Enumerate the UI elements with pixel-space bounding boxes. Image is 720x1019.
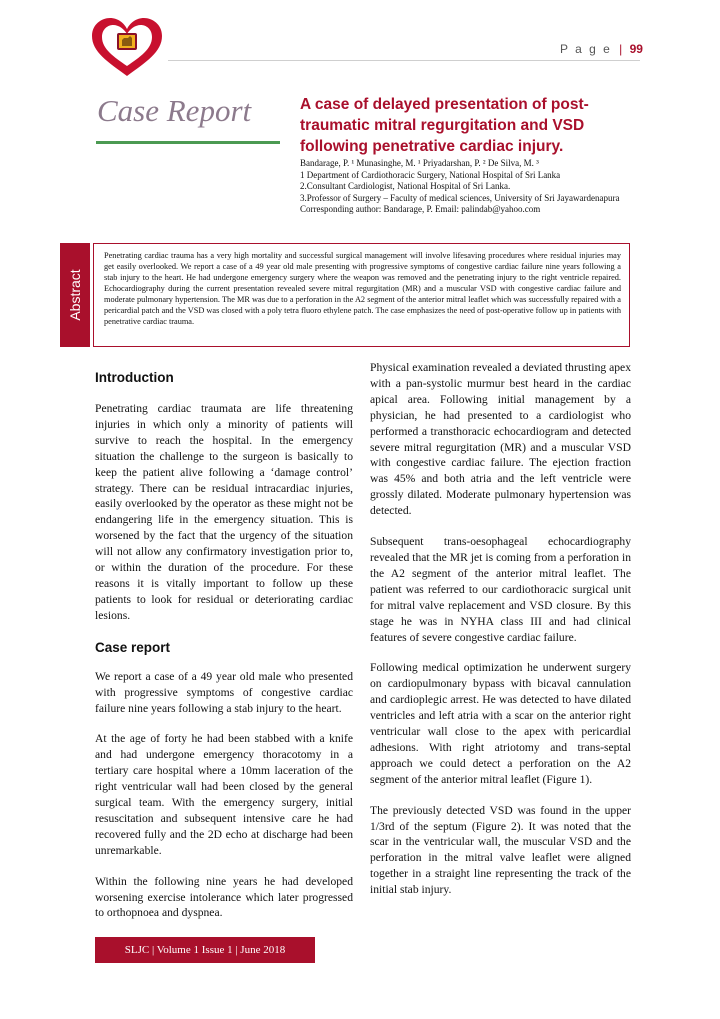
right-paragraph-4: The previously detected VSD was found in the upper 1/3rd of the septum (Figure 2). It was noted that the scar in the ventricular wall, the muscular VSD and the perforation in the mitral valve leaflet were aligned together in a straight line representing the track of the initial stab injury.	[370, 803, 631, 897]
page-separator: |	[619, 42, 623, 56]
journal-logo	[88, 16, 166, 78]
article-type-label: Case Report	[97, 93, 252, 128]
abstract-box: Penetrating cardiac trauma has a very high mortality and successful surgical management will involve lifesaving procedures where residual injuries may get easily overlooked. We report a case of a 49 year old male presenting with progressive symptoms of congestive cardiac failure nine years following a stab injury to the heart. He had undergone emergency surgery where the weapon was removed and the penetrating injury to the right ventricle repaired. Echocardiography during the current presentation revealed severe mitral regurgitation (MR) and a muscular VSD with congestive cardiac failure and moderate pulmonary hypertension. The MR was due to a perforation in the A2 segment of the anterior mitral leaflet which was successfully repaired with a pericardial patch and the VSD was closed with a poly tetra fluoro ethylene patch. The case emphasizes the need of post-operative follow up in patients with penetrative cardiac trauma.	[93, 243, 630, 347]
affiliation-1: 1 Department of Cardiothoracic Surgery, National Hospital of Sri Lanka	[300, 169, 561, 180]
journal-footer: SLJC | Volume 1 Issue 1 | June 2018	[95, 937, 315, 963]
affiliation-3: 3.Professor of Surgery – Faculty of medical sciences, University of Sri Jayawardenapura	[300, 192, 620, 203]
case-paragraph-3: Within the following nine years he had developed worsening exercise intolerance which later progressed to orthopnoea and dyspnea.	[95, 874, 353, 920]
article-title: A case of delayed presentation of post-traumatic mitral regurgitation and VSD following penetrative cardiac injury.	[300, 96, 589, 155]
abstract-tab	[60, 243, 90, 347]
page-number-value: 99	[629, 42, 643, 56]
introduction-heading: Introduction	[95, 370, 174, 385]
corresponding-author: Corresponding author: Bandarage, P. Email: palindab@yahoo.com	[300, 204, 541, 214]
case-paragraph-1: We report a case of a 49 year old male who presented with progressive symptoms of congestive cardiac failure nine years following a stab injury to the heart.	[95, 669, 353, 715]
right-paragraph-3: Following medical optimization he underwent surgery on cardiopulmonary bypass with bicaval cannulation and cardioplegic arrest. He was detected to have dilated ventricles and left atria with a scar on the anterior right ventricular wall close to the apex with pericardial adhesions. With right atriotomy and trans-septal approach we could detect a perforation on the A2 segment of the anterior mitral leaflet (Figure 1).	[370, 661, 631, 786]
right-column	[370, 360, 631, 913]
affiliation-2: 2.Consultant Cardiologist, National Hospital of Sri Lanka.	[300, 181, 511, 191]
case-report-heading: Case report	[95, 639, 171, 655]
heart-lion-icon	[88, 16, 166, 78]
introduction-paragraph: Penetrating cardiac traumata are life threatening injuries in which only a minority of patients will survive to reach the hospital. In the emergency situation the challenge to the surgeon is basically to keep the patient alive following a ‘damage control’ strategy. There can be residual intracardiac injuries, easily overlooked by the operator as these might not be endangering life in the emergency situation. This is worsened by the fact that the urgency of the situation will not allow any confirmatory investigation prior to, or within the duration of the procedure. For these reasons it is vitally important to follow up these patients to look for residual or deteriorating cardiac lesions.	[95, 402, 353, 622]
article-type-underline	[96, 141, 280, 144]
header-rule	[168, 60, 640, 61]
abstract-label: Abstract	[67, 269, 83, 321]
case-paragraph-2: At the age of forty he had been stabbed with a knife and had undergone emergency thoracotomy in a tertiary care hospital where a 10mm laceration of the right ventricular wall had been closed by the general surgical team. With the emergency surgery, initial resuscitation and subsequent intensive care he had recovered fully and the 2D echo at discharge had been unremarkable.	[95, 732, 353, 857]
right-paragraph-1: Physical examination revealed a deviated thrusting apex with a pan-systolic murmur best heard in the cardiac apical area. Following initial management by a physician, he had presented to a cardiologist who performed a transthoracic echocardiogram and detected severe mitral regurgitation (MR) and a muscular VSD with congestive cardiac failure. The ejection fraction was 45% and both atria and the left ventricle were grossly dilated. Moderate pulmonary hypertension was detected.	[370, 361, 631, 518]
page-number	[560, 42, 643, 56]
author-names: Bandarage, P. ¹ Munasinghe, M. ¹ Priyadarshan, P. ² De Silva, M. ³	[300, 158, 539, 168]
right-paragraph-2: Subsequent trans-oesophageal echocardiography revealed that the MR jet is coming from a perforation in the A2 segment of the anterior mitral leaflet. The patient was referred to our cardiothoracic surgical unit for mitral valve replacement and VSD closure. By this stage he was in NYHA class III and had clinical features of severe congestive cardiac failure.	[370, 535, 631, 644]
author-block	[300, 158, 648, 216]
left-column	[95, 360, 353, 936]
page-label: P a g e	[560, 42, 612, 56]
